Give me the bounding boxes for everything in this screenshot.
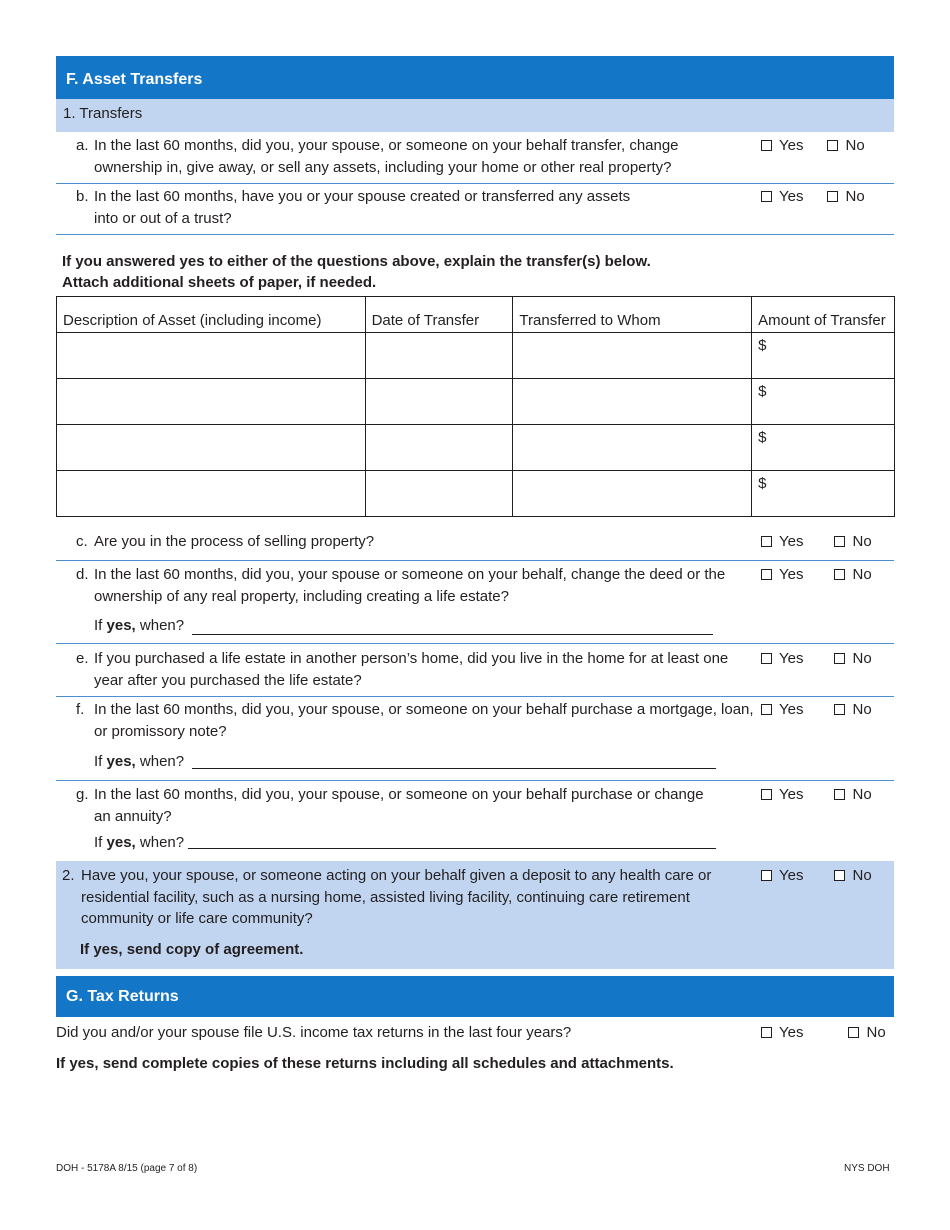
checkbox-icon [761,536,772,547]
transfer-table [56,296,895,517]
dollar-sign: $ [758,429,767,446]
whom-cell[interactable] [513,333,752,379]
checkbox-icon [761,704,772,715]
question-b-yes-checkbox[interactable]: Yes [761,188,803,205]
table-header-row [57,297,895,333]
date-cell[interactable] [365,425,513,471]
transfers-subheader [56,99,894,132]
agency-name: NYS DOH [844,1163,890,1174]
question-g-letter: g. [76,786,89,803]
divider [56,643,894,644]
question-b-no-checkbox[interactable]: No [827,188,864,205]
section-g-title: G. Tax Returns [66,988,179,1005]
question-a-yes-checkbox[interactable]: Yes [761,137,803,154]
date-cell[interactable] [365,379,513,425]
divider [56,183,894,184]
question-f-options [761,699,872,720]
description-cell[interactable] [57,471,366,517]
question-c-text: Are you in the process of selling property? [94,533,375,550]
checkbox-icon [834,653,845,664]
whom-cell[interactable] [513,471,752,517]
tax-return-yes-checkbox[interactable]: Yes [761,1024,803,1041]
question-d-letter: d. [76,566,89,583]
whom-cell[interactable] [513,425,752,471]
question-f-when-input[interactable] [192,768,716,769]
col-amount: Amount of Transfer [752,297,895,333]
dollar-sign: $ [758,337,767,354]
checkbox-icon [827,140,838,151]
table-row [57,333,895,379]
date-cell[interactable] [365,471,513,517]
divider [56,780,894,781]
divider [56,696,894,697]
question-g-no-checkbox[interactable]: No [834,786,871,803]
checkbox-icon [761,140,772,151]
amount-cell[interactable] [752,471,895,517]
question-2-note: If yes, send copy of agreement. [80,941,304,958]
checkbox-icon [834,569,845,580]
question-g-text: In the last 60 months, did you, your spouse, or someone on your behalf purchase or change an annuity? [94,786,704,825]
question-d-when-input[interactable] [192,634,713,635]
tax-return-no-checkbox[interactable]: No [848,1024,885,1041]
date-cell[interactable] [365,333,513,379]
section-f-title: F. Asset Transfers [66,71,203,88]
question-a-options [761,135,865,156]
question-e-yes-checkbox[interactable]: Yes [761,650,803,667]
checkbox-icon [848,1027,859,1038]
amount-cell[interactable] [752,333,895,379]
question-2-number: 2. [62,867,75,884]
question-a-no-checkbox[interactable]: No [827,137,864,154]
question-d-text: In the last 60 months, did you, your spouse or someone on your behalf, change the deed or the ownership of any real property, including creating a life estate? [94,566,726,605]
question-d-options [761,564,872,585]
question-f-no-checkbox[interactable]: No [834,701,871,718]
question-c-no-checkbox[interactable]: No [834,533,871,550]
checkbox-icon [761,789,772,800]
checkbox-icon [761,1027,772,1038]
question-c-letter: c. [76,533,88,550]
checkbox-icon [761,870,772,881]
question-2-yes-checkbox[interactable]: Yes [761,867,803,884]
question-b-options [761,186,865,207]
form-number: DOH - 5178A 8/15 (page 7 of 8) [56,1163,198,1174]
section-f-header [56,56,894,99]
table-row [57,471,895,517]
tax-return-question: Did you and/or your spouse file U.S. income tax returns in the last four years? [56,1024,572,1041]
question-f-text: In the last 60 months, did you, your spouse, or someone on your behalf purchase a mortgage, loan, or promissory note? [94,701,754,740]
question-e-text: If you purchased a life estate in another person’s home, did you live in the home for at least one year after you purchased the life estate? [94,650,729,689]
tax-return-note: If yes, send complete copies of these returns including all schedules and attachments. [56,1055,674,1072]
question-d-when-label: If yes, when? [94,617,185,634]
checkbox-icon [834,704,845,715]
question-a-text: In the last 60 months, did you, your spouse, or someone on your behalf transfer, change ownership in, give away, or sell any assets, including your home or other real property? [94,137,679,176]
question-e-no-checkbox[interactable]: No [834,650,871,667]
question-e-options [761,648,872,669]
question-d-no-checkbox[interactable]: No [834,566,871,583]
question-b-text: In the last 60 months, have you or your spouse created or transferred any assets into or out of a trust? [94,188,631,227]
question-c-yes-checkbox[interactable]: Yes [761,533,803,550]
question-c-options [761,531,872,552]
divider [56,234,894,235]
question-f-letter: f. [76,701,85,718]
question-2-text: Have you, your spouse, or someone acting on your behalf given a deposit to any health care or residential facility, such as a nursing home, assisted living facility, continuing care retirement community or life care community? [81,867,712,927]
question-e-letter: e. [76,650,89,667]
question-2-options [761,865,872,886]
description-cell[interactable] [57,333,366,379]
description-cell[interactable] [57,379,366,425]
dollar-sign: $ [758,383,767,400]
question-f-when-label: If yes, when? [94,753,185,770]
dollar-sign: $ [758,475,767,492]
question-f-yes-checkbox[interactable]: Yes [761,701,803,718]
amount-cell[interactable] [752,379,895,425]
question-g-when-input[interactable] [188,848,716,849]
description-cell[interactable] [57,425,366,471]
checkbox-icon [834,870,845,881]
question-g-when-label: If yes, when? [94,834,185,851]
checkbox-icon [827,191,838,202]
transfers-subheader-label: 1. Transfers [63,105,143,122]
divider [56,560,894,561]
question-2-no-checkbox[interactable]: No [834,867,871,884]
checkbox-icon [834,789,845,800]
question-g-options [761,784,872,805]
section-g-header [56,976,894,1017]
checkbox-icon [761,569,772,580]
table-row [57,379,895,425]
tax-return-options [761,1022,886,1043]
question-g-yes-checkbox[interactable]: Yes [761,786,803,803]
col-whom: Transferred to Whom [513,297,752,333]
transfer-instructions: If you answered yes to either of the questions above, explain the transfer(s) below. Attach additional sheets of paper, if needed. [62,253,651,291]
checkbox-icon [761,653,772,664]
col-description: Description of Asset (including income) [57,297,366,333]
whom-cell[interactable] [513,379,752,425]
question-a-letter: a. [76,137,89,154]
question-d-yes-checkbox[interactable]: Yes [761,566,803,583]
question-b-letter: b. [76,188,89,205]
checkbox-icon [834,536,845,547]
col-date: Date of Transfer [365,297,513,333]
amount-cell[interactable] [752,425,895,471]
checkbox-icon [761,191,772,202]
table-row [57,425,895,471]
